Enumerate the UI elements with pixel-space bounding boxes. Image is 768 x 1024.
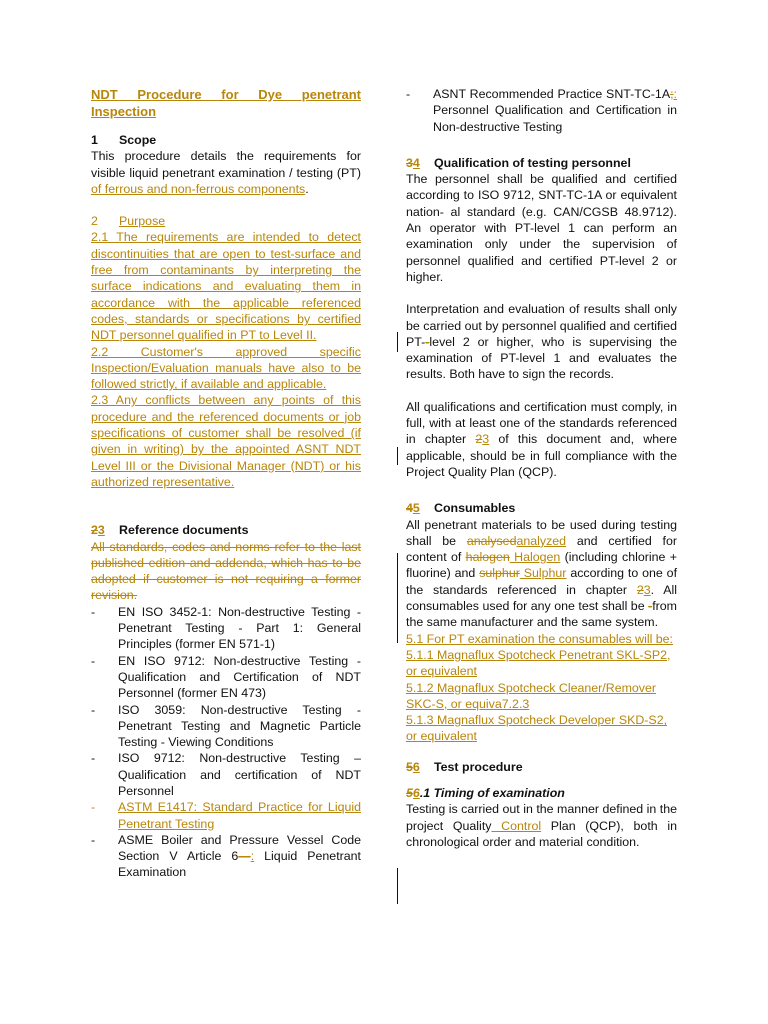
test-procedure-title: Test procedure <box>434 759 523 774</box>
consumables-5-1: 5.1 For PT examination the consumables will be: <box>406 631 673 646</box>
timing-text: Testing is carried out in the manner defined in the project Quality Control Plan (QCP), both in chronological order and material condition. <box>406 802 677 849</box>
reference-list-continued <box>406 86 677 135</box>
qualification-heading: 34 Qualification of testing personnel <box>406 155 631 170</box>
scope-title: Scope <box>119 133 157 147</box>
scope-number: 1 <box>91 133 98 147</box>
consumables-title: Consumables <box>434 501 516 516</box>
reference-number-deleted: 2 <box>91 523 98 538</box>
consumables-text: All penetrant materials to be used during testing shall be analysedanalyzed and certified for content of halogen Halogen (including chlorine + fluorine) and sulphur Sulphur according to one of the standards referenced in chapter 23. All consumables used for any one test shall be -from the same manufacturer and the same system. <box>406 517 678 630</box>
reference-item: - ISO 9712: Non-destructive Testing – Qualification and certification of NDT Personnel <box>91 751 361 798</box>
reference-list <box>91 604 361 881</box>
qualification-title: Qualification of testing personnel <box>434 155 631 170</box>
qualification-paragraph-2: Interpretation and evaluation of results shall only be carried out by personnel qualified and certified PT--level 2 or higher, who is supervising the examination of PT-level 1 and evaluates the results. Both have to sign the records. <box>406 302 677 382</box>
reference-deleted-text: All standards, codes and norms refer to the last published edition and addenda, which has to be adopted if customer is not requiring a former revision. <box>91 539 361 603</box>
change-bar <box>397 553 398 643</box>
change-bar <box>397 868 398 904</box>
consumables-5-1-2: 5.1.2 Magnaflux Spotcheck Cleaner/Remover SKC-S, or equiva7.2.3 <box>406 680 657 711</box>
scope-insertion: of ferrous and non-ferrous components <box>91 181 306 196</box>
consumables-5-1-1: 5.1.1 Magnaflux Spotcheck Penetrant SKL-SP2, or equivalent <box>406 647 671 679</box>
reference-number-inserted: 3 <box>97 523 105 538</box>
reference-item: - EN ISO 3452-1: Non-destructive Testing - Penetrant Testing - Part 1: General Principles (former EN 571-1) <box>91 604 361 652</box>
consumables-heading: 45 Consumables <box>406 501 516 516</box>
document-title: NDT Procedure for Dye penetrant Inspection <box>91 87 361 119</box>
purpose-title: Purpose <box>119 214 166 229</box>
change-bar <box>397 332 398 352</box>
right-column <box>406 86 677 850</box>
qualification-paragraph-1: The personnel shall be qualified and certified according to ISO 9712, SNT-TC-1A or equivalent nation- al standard (e.g. CAN/CGSB 48.9712). An operator with PT-level 1 can perform an examination only under the supervision of personnel qualified and certified PT-level 2 or higher. <box>406 172 677 284</box>
left-column <box>91 86 361 881</box>
scope-body: This procedure details the requirements for visible liquid penetrant examination / testing (PT) <box>91 149 361 180</box>
reference-item-snt: - ASNT Recommended Practice SNT-TC-1A;: Personnel Qualification and Certification in Non-destructive Testing <box>406 87 677 134</box>
scope-end: . <box>305 181 309 196</box>
reference-item-astm: - ASTM E1417: Standard Practice for Liquid Penetrant Testing <box>91 800 361 831</box>
reference-item: - EN ISO 9712: Non-destructive Testing - Qualification and Certification of NDT Personnel (former EN 473) <box>91 653 361 701</box>
purpose-heading <box>91 213 361 229</box>
reference-item-asme: - ASME Boiler and Pressure Vessel Code Section V Article 6—: Liquid Penetrant Examination <box>91 832 361 880</box>
test-procedure-heading: 56 Test procedure <box>406 759 523 774</box>
reference-heading <box>91 522 361 538</box>
purpose-2-2: 2.2 Customer's approved specific Inspection/Evaluation manuals have also to be followed strictly, if available and applicable. <box>91 344 361 392</box>
purpose-number: 2 <box>91 214 98 229</box>
timing-subheading: 56.1 Timing of examination <box>406 785 565 800</box>
qualification-paragraph-3: All qualifications and certification must comply, in full, with at least one of the standards referenced in chapter 23 of this document and, where applicable, should be in full compliance with the Project Quality Plan (QCP). <box>406 399 678 479</box>
reference-title: Reference documents <box>119 523 249 538</box>
purpose-2-3: 2.3 Any conflicts between any points of this procedure and the referenced documents or job specifications of customer shall be resolved (if given in writing) by the appointed ASNT NDT Level III or the Divisional Manager (NDT) or his authorized representative. <box>91 393 361 489</box>
scope-text <box>91 148 361 197</box>
scope-heading <box>91 132 361 148</box>
purpose-2-1: 2.1 The requirements are intended to detect discontinuities that are open to test-surface and free from contaminants by interpreting the surface indications and evaluating them in accordance with the applicable referenced codes, standards or specifications by certified NDT personnel qualified in PT to Level II. <box>91 230 361 343</box>
change-bar <box>397 447 398 465</box>
reference-item: - ISO 3059: Non-destructive Testing - Penetrant Testing and Magnetic Particle Testing - Viewing Conditions <box>91 702 361 750</box>
consumables-5-1-3: 5.1.3 Magnaflux Spotcheck Developer SKD-S2, or equivalent <box>406 713 668 744</box>
